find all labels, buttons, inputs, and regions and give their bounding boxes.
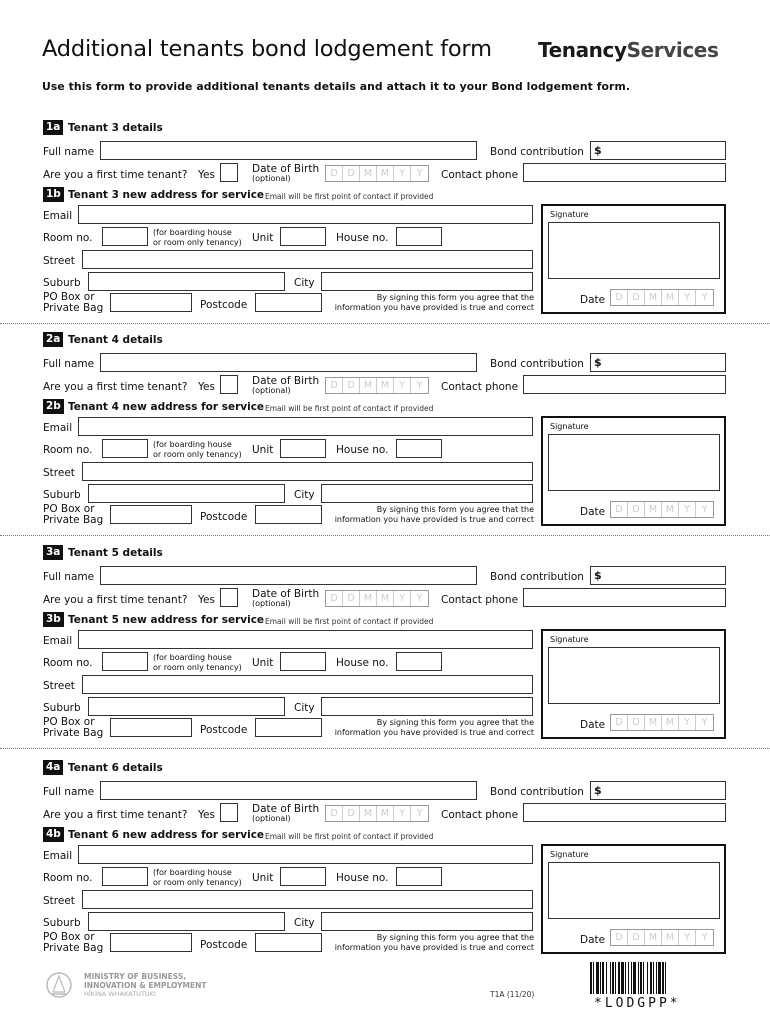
date-label: Date	[580, 294, 606, 306]
yes-label: Yes	[198, 594, 215, 606]
room-no-field[interactable]	[102, 227, 148, 246]
barcode-bar	[640, 962, 642, 994]
dollar-sign: $	[594, 569, 602, 582]
email-note: Email will be first point of contact if provided	[265, 832, 434, 841]
date-char: Y	[394, 806, 411, 821]
agreement-line1: By signing this form you agree that the	[376, 718, 534, 727]
unit-label: Unit	[252, 657, 274, 669]
unit-field[interactable]	[280, 867, 326, 886]
suburb-label: Suburb	[43, 917, 81, 929]
unit-field[interactable]	[280, 227, 326, 246]
unit-label: Unit	[252, 232, 274, 244]
email-label: Email	[43, 422, 73, 434]
barcode-bar	[662, 962, 664, 994]
house-no-label: House no.	[336, 657, 389, 669]
barcode-bar	[633, 962, 636, 994]
full-name-field[interactable]	[100, 566, 477, 585]
date-char: M	[360, 378, 377, 393]
city-field[interactable]	[321, 272, 533, 291]
page-title: Additional tenants bond lodgement form	[42, 36, 492, 62]
suburb-label: Suburb	[43, 489, 81, 501]
ministry-line1: MINISTRY OF BUSINESS,	[84, 972, 187, 981]
signature-label: Signature	[550, 635, 589, 644]
postcode-field[interactable]	[255, 933, 322, 952]
po-box-line1: PO Box or	[43, 931, 95, 943]
dollar-sign: $	[594, 784, 602, 797]
date-char: M	[645, 930, 662, 945]
date-char: Y	[701, 292, 708, 303]
brand-logo	[538, 38, 718, 62]
dob-label: Date of Birth	[252, 588, 320, 600]
bond-contribution-label: Bond contribution	[490, 146, 584, 158]
street-field[interactable]	[82, 462, 533, 481]
po-box-line1: PO Box or	[43, 716, 95, 728]
signature-label: Signature	[550, 422, 589, 431]
first-time-label: Are you a first time tenant?	[43, 594, 188, 606]
section-divider	[0, 323, 770, 324]
contact-phone-label: Contact phone	[441, 169, 519, 181]
street-label: Street	[43, 680, 75, 692]
section-badge-b: 1b	[43, 187, 64, 202]
po-box-field[interactable]	[110, 505, 192, 524]
contact-phone-label: Contact phone	[441, 809, 519, 821]
boarding-note-line1: (for boarding house	[153, 653, 232, 662]
dob-field[interactable]	[325, 165, 429, 182]
date-label: Date	[580, 719, 606, 731]
date-char: M	[645, 290, 662, 305]
barcode-bar	[628, 962, 629, 994]
section-badge-b: 2b	[43, 399, 64, 414]
full-name-label: Full name	[43, 571, 95, 583]
contact-phone-label: Contact phone	[441, 594, 519, 606]
room-no-label: Room no.	[43, 444, 93, 456]
date-char: M	[662, 930, 679, 945]
unit-field[interactable]	[280, 439, 326, 458]
section-badge-b: 3b	[43, 612, 64, 627]
date-label: Date	[580, 934, 606, 946]
barcode-bar	[653, 962, 654, 994]
date-char: M	[360, 806, 377, 821]
brand-part2: Services	[626, 38, 719, 62]
date-char: Y	[416, 380, 423, 391]
full-name-field[interactable]	[100, 353, 477, 372]
date-char: M	[377, 591, 394, 606]
barcode-text: *LODGPP*	[594, 996, 681, 1011]
postcode-label: Postcode	[200, 299, 248, 311]
barcode-bar	[625, 962, 626, 994]
barcode-bar	[590, 962, 592, 994]
dob-field[interactable]	[325, 805, 429, 822]
email-field[interactable]	[78, 417, 533, 436]
date-char: D	[628, 930, 645, 945]
po-box-line1: PO Box or	[43, 503, 95, 515]
unit-label: Unit	[252, 872, 274, 884]
section-heading-address: Tenant 4 new address for service	[68, 401, 265, 413]
section-heading-details: Tenant 6 details	[68, 762, 163, 774]
section-badge-a: 3a	[43, 545, 63, 560]
room-no-label: Room no.	[43, 872, 93, 884]
bond-contribution-label: Bond contribution	[490, 358, 584, 370]
date-char: D	[611, 290, 628, 305]
po-box-line2: Private Bag	[43, 942, 104, 954]
house-no-label: House no.	[336, 232, 389, 244]
boarding-note	[153, 440, 242, 459]
date-char: Y	[416, 168, 423, 179]
dob-optional: (optional)	[252, 174, 291, 183]
first-time-label: Are you a first time tenant?	[43, 381, 188, 393]
barcode-bar	[606, 962, 607, 994]
date-char: M	[662, 715, 679, 730]
email-label: Email	[43, 210, 73, 222]
suburb-field[interactable]	[88, 697, 285, 716]
first-time-label: Are you a first time tenant?	[43, 169, 188, 181]
ministry-logo	[84, 972, 206, 999]
first-time-checkbox[interactable]	[220, 375, 238, 394]
agreement-line2: information you have provided is true and correct	[334, 727, 534, 737]
po-box-line2: Private Bag	[43, 727, 104, 739]
house-no-field[interactable]	[396, 867, 442, 886]
signature-label: Signature	[550, 850, 589, 859]
email-label: Email	[43, 850, 73, 862]
section-heading-details: Tenant 5 details	[68, 547, 163, 559]
signature-label: Signature	[550, 210, 589, 219]
unit-label: Unit	[252, 444, 274, 456]
agreement-line2: information you have provided is true and correct	[334, 514, 534, 524]
agreement-note	[333, 718, 534, 737]
signature-panel	[541, 416, 726, 526]
po-box-field[interactable]	[110, 718, 192, 737]
dob-label: Date of Birth	[252, 803, 320, 815]
barcode-bar	[618, 962, 620, 994]
postcode-label: Postcode	[200, 511, 248, 523]
barcode-bar	[612, 962, 614, 994]
agreement-note	[333, 933, 534, 952]
barcode-bar	[647, 962, 648, 994]
date-char: Y	[701, 717, 708, 728]
po-box-label	[43, 932, 103, 954]
first-time-checkbox[interactable]	[220, 803, 238, 822]
street-label: Street	[43, 255, 75, 267]
date-char: D	[343, 806, 360, 821]
suburb-field[interactable]	[88, 484, 285, 503]
room-no-label: Room no.	[43, 657, 93, 669]
date-char: M	[662, 290, 679, 305]
po-box-field[interactable]	[110, 293, 192, 312]
tenant-section	[0, 330, 770, 530]
postcode-field[interactable]	[255, 293, 322, 312]
barcode-bar	[658, 962, 661, 994]
house-no-label: House no.	[336, 444, 389, 456]
barcode-bar	[650, 962, 652, 994]
bond-contribution-field[interactable]	[590, 566, 726, 585]
signature-panel	[541, 844, 726, 954]
date-char: D	[628, 502, 645, 517]
date-char: D	[611, 715, 628, 730]
email-field[interactable]	[78, 205, 533, 224]
full-name-field[interactable]	[100, 141, 477, 160]
tenant-section	[0, 758, 770, 958]
postcode-label: Postcode	[200, 939, 248, 951]
postcode-field[interactable]	[255, 718, 322, 737]
agreement-line1: By signing this form you agree that the	[376, 505, 534, 514]
contact-phone-field[interactable]	[523, 588, 726, 607]
date-char: M	[377, 806, 394, 821]
intro-text: Use this form to provide additional tenants details and attach it to your Bond lodgement form.	[42, 80, 631, 93]
barcode-bar	[621, 962, 624, 994]
date-char: Y	[394, 591, 411, 606]
section-divider	[0, 535, 770, 536]
section-divider	[0, 748, 770, 749]
first-time-checkbox[interactable]	[220, 163, 238, 182]
room-no-field[interactable]	[102, 867, 148, 886]
city-label: City	[294, 702, 315, 714]
suburb-label: Suburb	[43, 702, 81, 714]
signature-field[interactable]	[548, 222, 720, 279]
room-no-field[interactable]	[102, 439, 148, 458]
agreement-line1: By signing this form you agree that the	[376, 293, 534, 302]
room-no-label: Room no.	[43, 232, 93, 244]
contact-phone-field[interactable]	[523, 803, 726, 822]
postcode-label: Postcode	[200, 724, 248, 736]
date-char: M	[360, 591, 377, 606]
date-char: M	[662, 502, 679, 517]
po-box-label	[43, 292, 103, 314]
brand-part1: Tenancy	[538, 38, 627, 62]
first-time-label: Are you a first time tenant?	[43, 809, 188, 821]
section-badge-a: 2a	[43, 332, 63, 347]
date-char: M	[377, 378, 394, 393]
house-no-field[interactable]	[396, 652, 442, 671]
room-no-field[interactable]	[102, 652, 148, 671]
date-char: D	[343, 591, 360, 606]
date-char: Y	[679, 930, 696, 945]
signature-panel	[541, 629, 726, 739]
barcode-bar	[602, 962, 604, 994]
crest-icon	[44, 970, 74, 1000]
signature-field[interactable]	[548, 647, 720, 704]
boarding-note-line1: (for boarding house	[153, 868, 232, 877]
date-char: D	[326, 591, 343, 606]
dob-label: Date of Birth	[252, 163, 320, 175]
bond-contribution-field[interactable]	[590, 141, 726, 160]
section-badge-a: 1a	[43, 120, 63, 135]
signature-date-field[interactable]	[610, 501, 714, 518]
boarding-note	[153, 653, 242, 672]
boarding-note-line2: or room only tenancy)	[153, 237, 242, 247]
house-no-label: House no.	[336, 872, 389, 884]
section-heading-details: Tenant 4 details	[68, 334, 163, 346]
po-box-field[interactable]	[110, 933, 192, 952]
date-char: Y	[416, 593, 423, 604]
email-note: Email will be first point of contact if provided	[265, 404, 434, 413]
full-name-label: Full name	[43, 358, 95, 370]
city-label: City	[294, 277, 315, 289]
full-name-label: Full name	[43, 786, 95, 798]
date-label: Date	[580, 506, 606, 518]
contact-phone-label: Contact phone	[441, 381, 519, 393]
street-label: Street	[43, 467, 75, 479]
date-char: D	[611, 930, 628, 945]
dob-optional: (optional)	[252, 814, 291, 823]
date-char: M	[645, 502, 662, 517]
barcode-bar	[656, 962, 657, 994]
dob-optional: (optional)	[252, 386, 291, 395]
date-char: M	[360, 166, 377, 181]
postcode-field[interactable]	[255, 505, 322, 524]
date-char: Y	[679, 715, 696, 730]
signature-field[interactable]	[548, 434, 720, 491]
barcode-bar	[638, 962, 639, 994]
email-note: Email will be first point of contact if provided	[265, 192, 434, 201]
date-char: Y	[416, 808, 423, 819]
po-box-label	[43, 717, 103, 739]
ministry-line2: INNOVATION & EMPLOYMENT	[84, 981, 207, 990]
signature-date-field[interactable]	[610, 714, 714, 731]
city-field[interactable]	[321, 912, 533, 931]
email-field[interactable]	[78, 630, 533, 649]
boarding-note	[153, 868, 242, 887]
form-code: T1A (11/20)	[490, 990, 535, 999]
suburb-field[interactable]	[88, 912, 285, 931]
date-char: D	[343, 166, 360, 181]
suburb-label: Suburb	[43, 277, 81, 289]
email-label: Email	[43, 635, 73, 647]
full-name-label: Full name	[43, 146, 95, 158]
email-note: Email will be first point of contact if provided	[265, 617, 434, 626]
section-badge-a: 4a	[43, 760, 63, 775]
boarding-note-line2: or room only tenancy)	[153, 662, 242, 672]
bond-contribution-label: Bond contribution	[490, 571, 584, 583]
dob-field[interactable]	[325, 377, 429, 394]
house-no-field[interactable]	[396, 227, 442, 246]
city-label: City	[294, 489, 315, 501]
bond-contribution-label: Bond contribution	[490, 786, 584, 798]
section-heading-address: Tenant 3 new address for service	[68, 189, 265, 201]
date-char: D	[628, 715, 645, 730]
unit-field[interactable]	[280, 652, 326, 671]
ministry-line3: HĪKINA WHAKATUTUKI	[84, 990, 156, 998]
boarding-note-line2: or room only tenancy)	[153, 449, 242, 459]
po-box-line2: Private Bag	[43, 302, 104, 314]
po-box-label	[43, 504, 103, 526]
street-field[interactable]	[82, 250, 533, 269]
yes-label: Yes	[198, 809, 215, 821]
tenant-section	[0, 118, 770, 318]
date-char: D	[326, 378, 343, 393]
barcode-bar	[643, 962, 644, 994]
dollar-sign: $	[594, 144, 602, 157]
date-char: D	[611, 502, 628, 517]
bond-contribution-field[interactable]	[590, 353, 726, 372]
house-no-field[interactable]	[396, 439, 442, 458]
suburb-field[interactable]	[88, 272, 285, 291]
city-field[interactable]	[321, 697, 533, 716]
street-label: Street	[43, 895, 75, 907]
barcode-bar	[596, 962, 599, 994]
first-time-checkbox[interactable]	[220, 588, 238, 607]
po-box-line2: Private Bag	[43, 514, 104, 526]
section-badge-b: 4b	[43, 827, 64, 842]
barcode-bar	[615, 962, 616, 994]
full-name-field[interactable]	[100, 781, 477, 800]
contact-phone-field[interactable]	[523, 375, 726, 394]
boarding-note-line2: or room only tenancy)	[153, 877, 242, 887]
section-heading-address: Tenant 5 new address for service	[68, 614, 265, 626]
boarding-note-line1: (for boarding house	[153, 228, 232, 237]
date-char: Y	[701, 932, 708, 943]
date-char: Y	[701, 504, 708, 515]
city-label: City	[294, 917, 315, 929]
date-char: Y	[394, 166, 411, 181]
signature-date-field[interactable]	[610, 929, 714, 946]
barcode-bar	[600, 962, 601, 994]
yes-label: Yes	[198, 169, 215, 181]
date-char: Y	[679, 502, 696, 517]
email-field[interactable]	[78, 845, 533, 864]
dob-label: Date of Birth	[252, 375, 320, 387]
barcode-bar	[593, 962, 594, 994]
agreement-line1: By signing this form you agree that the	[376, 933, 534, 942]
boarding-note	[153, 228, 242, 247]
dollar-sign: $	[594, 356, 602, 369]
date-char: M	[645, 715, 662, 730]
signature-field[interactable]	[548, 862, 720, 919]
agreement-line2: information you have provided is true and correct	[334, 942, 534, 952]
contact-phone-field[interactable]	[523, 163, 726, 182]
street-field[interactable]	[82, 890, 533, 909]
barcode-bar	[665, 962, 666, 994]
agreement-note	[333, 505, 534, 524]
agreement-line2: information you have provided is true and correct	[334, 302, 534, 312]
barcode-bar	[610, 962, 611, 994]
section-heading-details: Tenant 3 details	[68, 122, 163, 134]
bond-contribution-field[interactable]	[590, 781, 726, 800]
boarding-note-line1: (for boarding house	[153, 440, 232, 449]
signature-panel	[541, 204, 726, 314]
barcode-bar	[631, 962, 632, 994]
dob-optional: (optional)	[252, 599, 291, 608]
signature-date-field[interactable]	[610, 289, 714, 306]
date-char: D	[326, 806, 343, 821]
date-char: D	[326, 166, 343, 181]
po-box-line1: PO Box or	[43, 291, 95, 303]
barcode-icon	[590, 962, 718, 998]
tenant-section	[0, 543, 770, 743]
yes-label: Yes	[198, 381, 215, 393]
agreement-note	[333, 293, 534, 312]
date-char: D	[343, 378, 360, 393]
date-char: D	[628, 290, 645, 305]
date-char: M	[377, 166, 394, 181]
street-field[interactable]	[82, 675, 533, 694]
section-heading-address: Tenant 6 new address for service	[68, 829, 265, 841]
date-char: Y	[679, 290, 696, 305]
city-field[interactable]	[321, 484, 533, 503]
dob-field[interactable]	[325, 590, 429, 607]
date-char: Y	[394, 378, 411, 393]
